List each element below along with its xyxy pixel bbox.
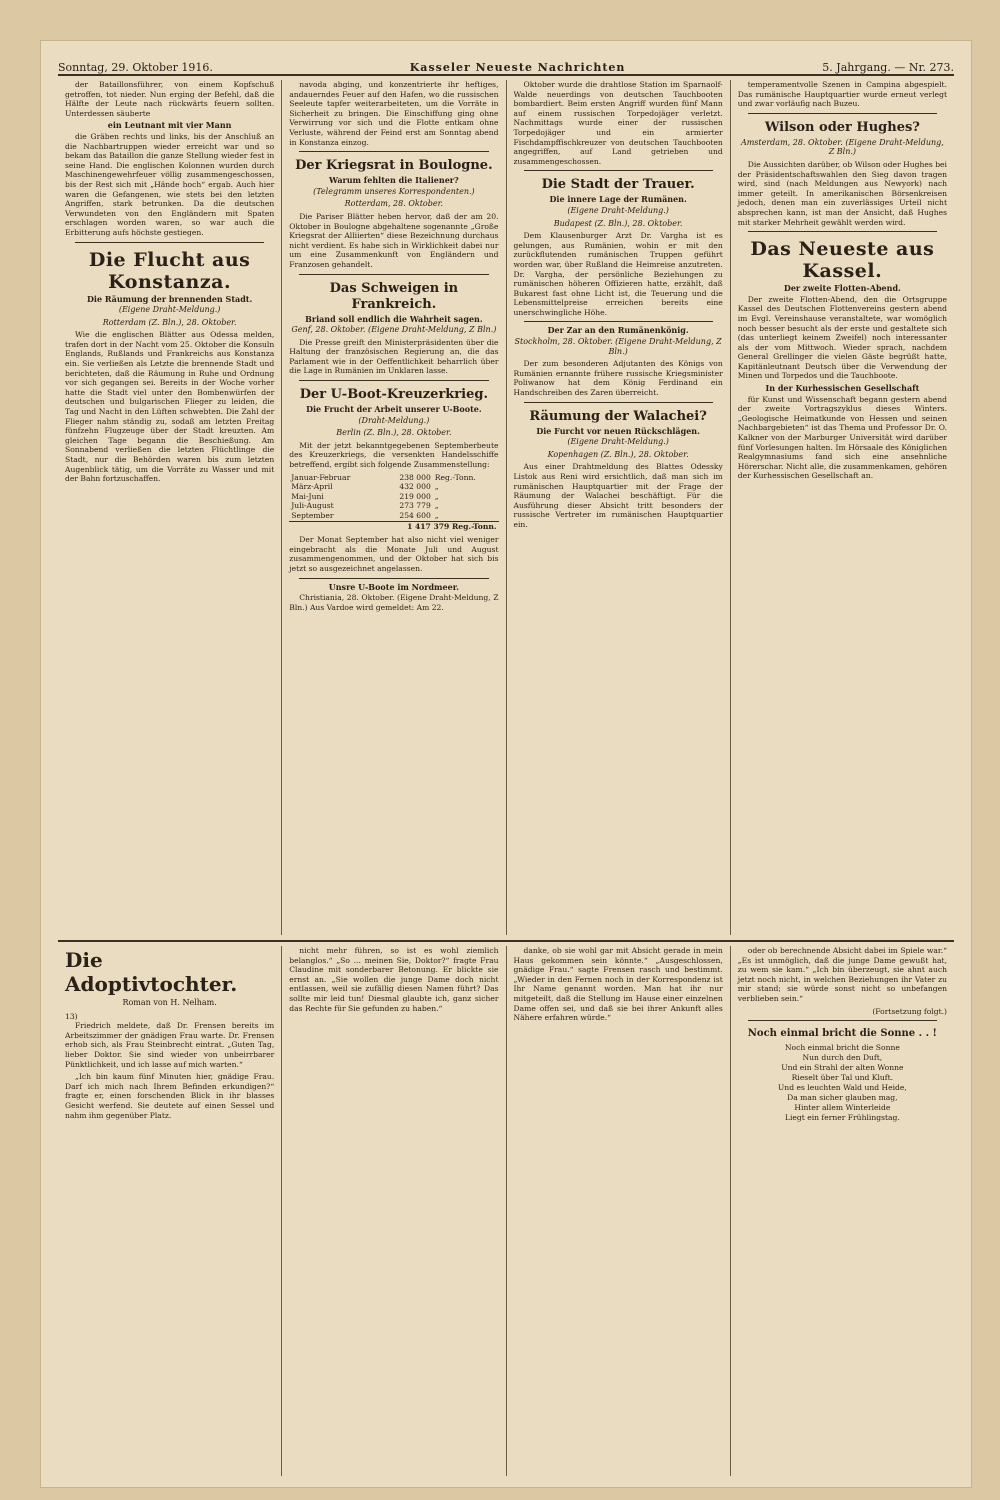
headline-walachei: Räumung der Walachei? [529, 408, 707, 424]
divider-rule [524, 170, 713, 171]
column-4 [731, 80, 954, 935]
poem-line: Noch einmal bricht die Sonne [784, 1042, 900, 1052]
tonnage-row [289, 501, 498, 511]
subheading: Die Furcht vor neuen Rückschlägen. [536, 425, 700, 436]
tonnage-value: 273 779 [399, 501, 431, 511]
headline-wilson-hughes: Wilson oder Hughes? [764, 119, 920, 135]
article-text: Der Monat September hat also nicht viel weniger eingebracht als die Monate Juli und August zusammengenommen, und der Oktober hat sich bis jetzt so ausgezeichnet angelassen. [289, 535, 499, 573]
tonnage-value: 254 600 [399, 511, 431, 520]
dateline: Amsterdam, 28. Oktober. (Eigene Draht-Meldung, Z Bln.) [740, 137, 944, 157]
column-3 [507, 80, 731, 935]
tonnage-total-row [289, 521, 498, 531]
poem-line: Liegt ein ferner Frühlingstag. [784, 1112, 900, 1122]
divider-rule [748, 231, 937, 232]
novel-text: „Ich bin kaum fünf Minuten hier, gnädige Frau. Darf ich mich nach Ihrem Befinden erkundigen?“ fragte er, einen forschenden Blick in ihr blasses Gesicht werfend. Sie deutete auf einen Sessel und nahm ihm gegenüber Platz. [65, 1072, 275, 1120]
novel-column-1 [58, 946, 282, 1476]
tonnage-unit: „ [434, 511, 439, 520]
divider-rule [299, 151, 488, 152]
article-text: navoda abging, und konzentrierte ihr heftiges, andauerndes Feuer auf den Hafen, wo die russischen Seeleute tapfer weiterarbeiteten, um die Vorräte in Sicherheit zu bringen. Die Einschiffung ging ohne Verwirrung vor sich und die Flotte entkam ohne Verluste, während der Feind erst am Sonntag abend in Konstanza einzog. [289, 80, 499, 147]
issue-date: Sonntag, 29. Oktober 1916. [58, 61, 213, 74]
headline-konstanza: Die Flucht aus Konstanza. [88, 248, 251, 293]
source-line: (Eigene Draht-Meldung.) [567, 205, 669, 215]
masthead [58, 52, 954, 76]
tonnage-value: 238 000 [399, 472, 431, 482]
dateline: Stockholm, 28. Oktober. (Eigene Draht-Meldung, Z Bln.) [514, 337, 722, 356]
tonnage-value: 219 000 [399, 491, 431, 501]
novel-column-3 [507, 946, 731, 1476]
tonnage-table [289, 473, 498, 532]
poem-line: Rieselt über Tal und Kluft. [791, 1072, 894, 1082]
poem-line: Hinter allem Winterleide [794, 1102, 891, 1112]
divider-rule [299, 578, 488, 579]
article-text: Oktober wurde die drahtlose Station im Sparnaolf-Walde neuerdings von deutschen Tauchbooten bombardiert. Beim ersten Angriff wurden fünf Mann auf einem russischen Torpedojäger verletzt. Nachmittags wurde einer der russischen Torpedojäger und ein armierter Fischdampffischkreuzer von deutschen Tauchbooten angegriffen, auf Land getrieben und zusammengeschossen. [513, 80, 723, 166]
source-line: (Telegramm unseres Korrespondenten.) [313, 186, 475, 196]
tonnage-label: Januar-Februar [291, 472, 351, 482]
dateline: Rotterdam, 28. Oktober. [344, 199, 444, 209]
newspaper-title: Kasseler Neueste Nachrichten [409, 61, 626, 74]
novel-text: danke, ob sie wohl gar mit Absicht gerade in mein Haus gekommen sein könnte.“ „Ausgeschlossen, gnädige Frau.“ sagte Frensen rasch und bestimmt. „Wieder in den Fernen noch in der Korrespondenz ist Ihr Name genannt worden. Man hat ihr nur mitgeteilt, daß die Stellung im Hause einer einzelnen Dame offen sei, und daß sie bei ihrer Ankunft alles Nähere erfahren würde.“ [513, 946, 723, 1023]
section-divider [58, 940, 954, 942]
tonnage-row [289, 492, 498, 502]
article-text: Die Presse greift den Ministerpräsidenten über die Haltung der französischen Regierung an, die das Parlament wie in der Oeffentlichkeit beharrlich über die Lage in Rumänien im Unklaren lasse. [289, 337, 499, 376]
article-text: Wie die englischen Blätter aus Odessa melden, trafen dort in der Nacht vom 25. Oktober die Konsuln Englands, Rußlands und Frankreichs aus Konstanza ein. Sie verließen als Letzte die brennende Stadt und berichteten, daß die Räumung in Ruhe und Ordnung vor sich gegangen sei. Bereits in der Woche vorher hatte die Stadt viel unter den Bombenwürfen der deutschen und bulgarischen Flieger zu leiden, die Tag und Nacht in den Lüften schwebten. Die Zahl der Flieger nahm ständig zu, sodaß am letzten Freitag fünfzehn Flugzeuge über der Stadt kreuzten. Am gleichen Tage begann die Beschießung. Am Sonnabend verließen die letzten Flüchtlinge die Stadt, nur die Behörden waren bis zum letzten Augenblick tätig, um die Vorräte zu Wasser und mit der Bahn fortzuschaffen. [65, 330, 275, 484]
headline-stadt-der-trauer: Die Stadt der Trauer. [541, 177, 695, 193]
newspaper-page [40, 40, 972, 1488]
tonnage-label: März-April [291, 482, 333, 492]
novel-text: oder ob berechnende Absicht dabei im Spiele war.“ „Es ist unmöglich, daß die junge Dame gewußt hat, zu wem sie kam.“ „Ich bin überzeugt, sie ahnt auch jetzt noch nicht, in welchen Beziehungen ihr Vater zu mir stand; sie würde sonst nicht so unbefangen verblieben sein.“ [737, 946, 947, 1003]
tonnage-unit: „ [434, 491, 439, 501]
novel-title: Die Adoptivtochter. [65, 948, 238, 996]
tonnage-row [289, 511, 498, 521]
divider-rule [75, 242, 264, 243]
subheading: Die Räumung der brennenden Stadt. [86, 293, 253, 304]
poem [738, 1043, 947, 1123]
column-1 [58, 80, 282, 935]
article-text: die Gräben rechts und links, bis der Anschluß an die Nachbartruppen wieder erreicht war und so bekam das Bataillon die ganze Stellung wieder fest in seine Hand. Die englischen Kolonnen wurden durch Maschinengewehrfeuer völlig zusammengeschossen, bis der Rest sich mit „Hände hoch“ ergab. Auch hier waren die Gefangenen, wie stets bei den letzten Angriffen, stark betrunken. Da die deutschen Verwundeten von den Engländern mit Spaten erschlagen worden waren, so war auch die Erbitterung aufs höchste gestiegen. [65, 131, 275, 237]
headline-neueste-kassel: Das Neueste aus Kassel. [750, 238, 935, 283]
dateline: Christiania, 28. Oktober. (Eigene Draht-Meldung, Z Bln.) Aus Vardoe wird gemeldet: Am 22. [289, 593, 499, 612]
article-text: Der zum besonderen Adjutanten des Königs von Rumänien ernannte frühere russische Kriegsminister Poliwanow hat dem König Ferdinand ein Handschreiben des Zaren überreicht. [513, 359, 723, 398]
subheading: Briand soll endlich die Wahrheit sagen. [305, 313, 483, 324]
source-line: (Eigene Draht-Meldung.) [567, 437, 669, 447]
novel-column-4 [731, 946, 954, 1476]
poem-line: Und ein Strahl der alten Wonne [781, 1062, 904, 1072]
article-text: Die Pariser Blätter heben hervor, daß der am 20. Oktober in Boulogne abgehaltene sogenannte „Große Kriegsrat der Alliierten“ diese Bezeichnung durchaus nicht verdient. Es habe sich in Wirklichkeit dabei nur um eine Zusammenkunft von Engländern und Franzosen gehandelt. [289, 211, 499, 269]
novel-byline: Roman von H. Nelham. [122, 998, 217, 1007]
dateline: Budapest (Z. Bln.), 28. Oktober. [553, 218, 683, 228]
divider-rule [299, 380, 488, 381]
dateline: Rotterdam (Z. Bln.), 28. Oktober. [102, 317, 237, 327]
subheading: Die Frucht der Arbeit unserer U-Boote. [306, 404, 482, 415]
news-columns [58, 80, 954, 935]
installment-number: 13) [65, 1011, 78, 1021]
tonnage-total: 1 417 379 Reg.-Tonn. [289, 521, 498, 531]
source-line: (Eigene Draht-Meldung.) [118, 305, 221, 315]
divider-rule [299, 274, 488, 275]
tonnage-label: Mai-Juni [291, 491, 324, 501]
dateline: Genf, 28. Oktober. (Eigene Draht-Meldung, Z Bln.) [291, 325, 497, 335]
tonnage-value: 432 000 [399, 482, 431, 492]
subheading: Die innere Lage der Rumänen. [549, 194, 687, 205]
tonnage-unit: „ [434, 482, 439, 492]
article-text: Der zweite Flotten-Abend, den die Ortsgruppe Kassel des Deutschen Flottenvereins gestern abend im Evgl. Vereinshause veranstaltete, war womöglich noch besser besucht als der erste und gestaltete sich (das unterliegt keinem Zweifel) noch interessanter als der vom Mittwoch. Wieder sprach, nachdem General Grellinger die vielen Gäste begrüßt hatte, Kapitänleutnant Deutsch über die Verwendung der Minen und Torpedos und die Tauchboote. [737, 294, 947, 381]
tonnage-label: Juli-August [291, 501, 334, 511]
subheading: Warum fehlten die Italiener? [329, 175, 459, 186]
poem-line: Nun durch den Duft, [802, 1052, 883, 1062]
divider-rule [748, 1020, 937, 1021]
article-text: Die Aussichten darüber, ob Wilson oder Hughes bei der Präsidentschaftswahlen den Sieg davon tragen wird, sind (nach Meldungen aus Newyork) nach immer geteilt. In amerikanischen Börsenkreisen jedoch, denen man ein zuverlässiges Urteil nicht absprechen kann, ist man der Ansicht, daß Hughes mit starker Mehrheit gewählt werden wird. [737, 159, 947, 227]
tonnage-unit: „ [434, 501, 439, 511]
poem-line: Da man sicher glauben mag, [787, 1092, 898, 1102]
divider-rule [524, 321, 713, 322]
headline-u-boot: Der U-Boot-Kreuzerkrieg. [299, 387, 488, 403]
article-text: Aus einer Drahtmeldung des Blattes Odessky Listok aus Reni wird ersichtlich, daß man sich im rumänischen Hauptquartier mit der Frage der Räumung der Walachei beschäftigt. Für die Ausführung dieser Absicht tritt besonders der russische Vertreter im rumänischen Hauptquartier ein. [513, 462, 723, 529]
article-text: für Kunst und Wissenschaft begann gestern abend der zweite Vortragszyklus dieses Winters. „Geologische Heimatkunde von Hessen und seinen Nachbargebieten“ ist das Thema und Professor Dr. O. Kalkner von der Marburger Universität wird darüber fünf Vorlesungen halten. Im Hörsaale des Königlichen Realgymnasiums fand sich eine ansehnliche Hörerschar. Nicht alle, die zusammenkamen, gehören der Kurhessischen Gesellschaft an. [737, 394, 947, 481]
column-2 [282, 80, 506, 935]
divider-rule [524, 402, 713, 403]
tonnage-label: September [291, 511, 334, 520]
novel-text: nicht mehr führen, so ist es wohl ziemlich belanglos.“ „So ... meinen Sie, Doktor?“ fragte Frau Claudine mit sonderbarer Betonung. Er blickte sie ernst an. „Sie wollen die junge Dame doch nicht entlassen, weil sie zufällig diesen Namen führt? Das sollte mir leid tun! Diesmal glaubte ich, ganz sicher das Rechte für Sie gefunden zu haben.“ [289, 946, 499, 1013]
poem-line: Und es leuchten Wald und Heide, [777, 1082, 907, 1092]
article-text: temperamentvolle Szenen in Campina abgespielt. Das rumänische Hauptquartier wurde erneut verlegt und zwar vorläufig nach Buzeu. [737, 80, 947, 109]
headline-frankreich: Das Schweigen in Frankreich. [329, 280, 459, 312]
article-text: Dem Klausenburger Arzt Dr. Vargha ist es gelungen, aus Rumänien, wohin er mit den zurückflutenden rumänischen Truppen geführt worden war, über Rußland die Heimreise anzutreten. Dr. Vargha, der persönliche Beziehungen zu rumänischen höheren Offizieren hatte, erzählt, daß Bukarest fast ohne Licht ist, die Teuerung und die Lebensmittelpreise erreichen bereits eine unerschwingliche Höhe. [513, 231, 723, 317]
tonnage-row [289, 473, 498, 483]
subheading: ein Leutnant mit vier Mann [107, 120, 232, 131]
tonnage-unit: Reg.-Tonn. [434, 472, 476, 482]
subheading: In der Kurhessischen Gesellschaft [765, 383, 920, 394]
novel-column-2 [282, 946, 506, 1476]
headline-kriegsrat: Der Kriegsrat in Boulogne. [295, 158, 493, 174]
novel-text: Friedrich meldete, daß Dr. Frensen bereits im Arbeitszimmer der gnädigen Frau warte. Dr. Frensen erhob sich, als Frau Steinbrecht eintrat. „Guten Tag, lieber Doktor. Sie sind wieder von unbeirrbarer Pünktlichkeit, und ich lasse auf mich warten.“ [65, 1021, 275, 1069]
dateline: Kopenhagen (Z. Bln.), 28. Oktober. [547, 449, 689, 459]
continued-note: (Fortsetzung folgt.) [872, 1006, 947, 1016]
article-text: der Bataillonsführer, von einem Kopfschuß getroffen, tot nieder. Nun erging der Befehl, daß die Hälfte der Leute nach rückwärts feuern sollten. Unterdessen säuberte [65, 80, 275, 118]
feuilleton-section [58, 946, 954, 1476]
dateline: Berlin (Z. Bln.), 28. Oktober. [336, 428, 452, 438]
subheading: Der zweite Flotten-Abend. [783, 283, 901, 294]
issue-number: 5. Jahrgang. — Nr. 273. [822, 61, 954, 74]
subheading: Der Zar an den Rumänenkönig. [547, 325, 689, 336]
divider-rule [748, 113, 937, 114]
tonnage-row [289, 482, 498, 492]
source-line: (Draht-Meldung.) [358, 415, 430, 425]
subheading: Unsre U-Boote im Nordmeer. [328, 581, 459, 592]
poem-title: Noch einmal bricht die Sonne . . ! [747, 1028, 937, 1040]
article-text: Mit der jetzt bekanntgegebenen Septemberbeute des Kreuzerkriegs, die versenkten Handelsschiffe betreffend, ergibt sich folgende Zusammenstellung: [289, 440, 499, 470]
